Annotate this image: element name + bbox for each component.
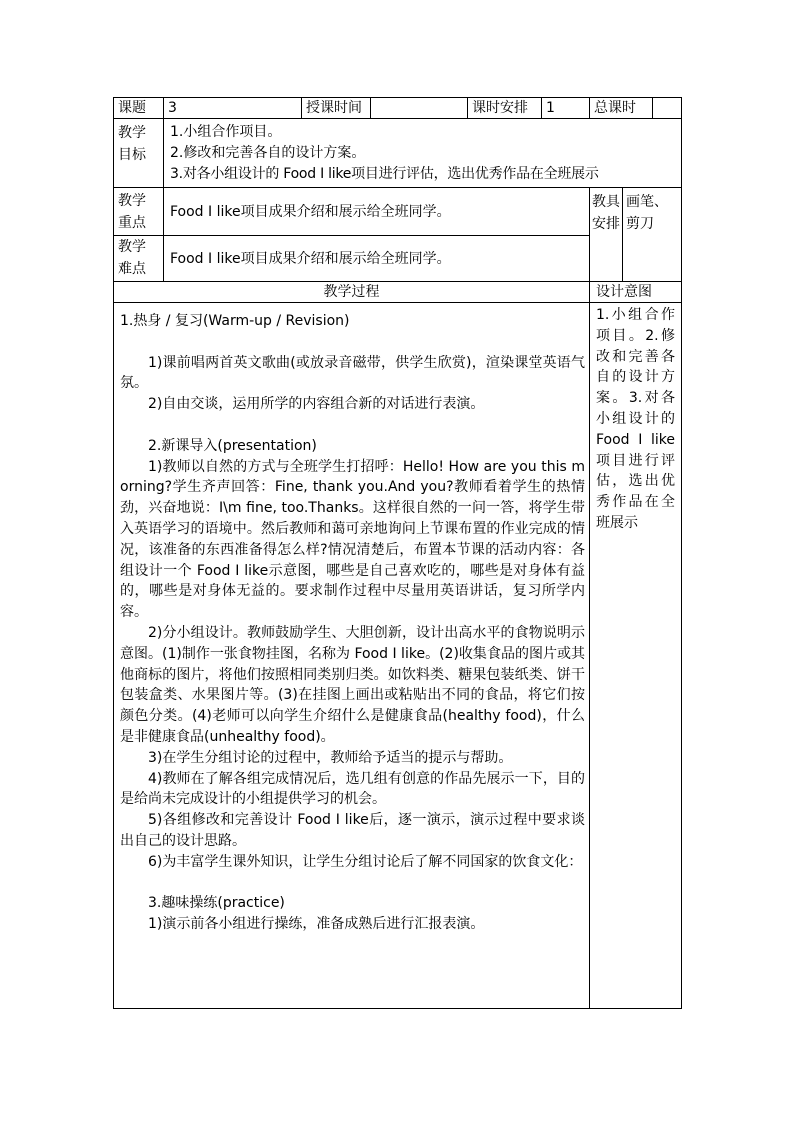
topic-label: 课题	[114, 98, 164, 119]
spacer	[120, 332, 585, 353]
schedule-value: 1	[542, 98, 590, 119]
practice-title: 3.趣味操练(practice)	[148, 895, 285, 912]
warmup-title: 1.热身 / 复习(Warm-up / Revision)	[120, 313, 350, 329]
goal-line-2: 2.修改和完善各自的设计方案。	[170, 145, 366, 161]
process-content	[114, 303, 590, 1009]
key-point-row	[114, 188, 682, 236]
time-value	[371, 98, 467, 118]
time-cell	[302, 98, 468, 119]
presentation-item-5: 5)各组修改和完善设计 Food I like后，逐一演示，演示过程中要求谈出自己的设计思路。	[120, 812, 585, 849]
schedule-label: 课时安排	[468, 98, 542, 119]
design-intent-text: 1.小组合作项目。2.修改和完善各自的设计方案。3.对各小组设计的 Food I like项目进行评估，选出优秀作品在全班展示	[590, 303, 682, 1009]
difficulty-text: Food I like项目成果介绍和展示给全班同学。	[164, 236, 590, 282]
presentation-title: 2.新课导入(presentation)	[148, 437, 317, 454]
difficulty-label: 教学难点	[114, 236, 164, 282]
warmup-item-2: 2)自由交谈，运用所学的内容组合新的对话进行表演。	[148, 396, 485, 413]
presentation-item-6: 6)为丰富学生课外知识，让学生分组讨论后了解不同国家的饮食文化：	[148, 853, 583, 870]
time-label: 授课时间	[302, 98, 371, 118]
spacer	[120, 415, 585, 436]
goals-content	[164, 119, 682, 188]
warmup-item-1: 1)课前唱两首英文歌曲(或放录音磁带，供学生欣赏)，渲染课堂英语气氛。	[120, 354, 585, 392]
process-heading-row	[114, 282, 682, 303]
presentation-item-1: 1)教师以自然的方式与全班学生打招呼：Hello! How are you this morning?学生齐声回答：Fine, thank you.And you?教师看着学生的热情劲，兴奋地说：I\m fine, too.Thanks。这样很自然的一问一答，将学生带入英语学习的语境中。然后教师和蔼可亲地询问上节课布置的作业完成的情况，该准备的东西准备得怎么样?情况清楚后，布置本节课的活动内容：各组设计一个 Food I like示意图，哪些是自己喜欢吃的，哪些是对身体有益的，哪些是对身体无益的。要求制作过程中尽量用英语讲话，复习所学内容。	[120, 458, 585, 621]
presentation-item-2: 2)分小组设计。教师鼓励学生、大胆创新，设计出高水平的食物说明示意图。(1)制作一张食物挂图，名称为 Food I like。(2)收集食品的图片或其他商标的图片，将他们按照相同类别归类。如饮料类、糖果包装纸类、饼干包装盒类、水果图片等。(3)在挂图上画出或粘贴出不同的食品，将它们按颜色分类。(4)老师可以向学生介绍什么是健康食品(healthy food)，什么是非健康食品(unhealthy food)。	[120, 624, 585, 745]
key-point-label: 教学重点	[114, 188, 164, 236]
spacer	[120, 873, 585, 894]
process-body-row	[114, 303, 682, 1009]
goal-line-1: 1.小组合作项目。	[170, 124, 282, 140]
topic-value: 3	[164, 98, 302, 119]
total-value	[653, 98, 681, 118]
spacer	[120, 303, 585, 311]
goals-label: 教学目标	[114, 119, 164, 188]
aids-value: 画笔、剪刀	[623, 188, 682, 282]
aids-label: 教具安排	[590, 188, 623, 282]
lesson-plan-table	[113, 97, 682, 1009]
process-heading: 教学过程	[114, 282, 590, 303]
goal-line-3: 3.对各小组设计的 Food I like项目进行评估，选出优秀作品在全班展示	[170, 166, 599, 182]
presentation-item-4: 4)教师在了解各组完成情况后，选几组有创意的作品先展示一下，目的是给尚未完成设计的小组提供学习的机会。	[120, 770, 585, 808]
header-row	[114, 98, 682, 119]
practice-item-1: 1)演示前各小组进行操练，准备成熟后进行汇报表演。	[148, 916, 485, 933]
key-point-text: Food I like项目成果介绍和展示给全班同学。	[164, 188, 590, 236]
total-label: 总课时	[590, 98, 653, 118]
total-cell	[590, 98, 682, 119]
design-heading: 设计意图	[590, 282, 682, 303]
goals-row	[114, 119, 682, 188]
presentation-item-3: 3)在学生分组讨论的过程中，教师给予适当的提示与帮助。	[148, 749, 513, 766]
